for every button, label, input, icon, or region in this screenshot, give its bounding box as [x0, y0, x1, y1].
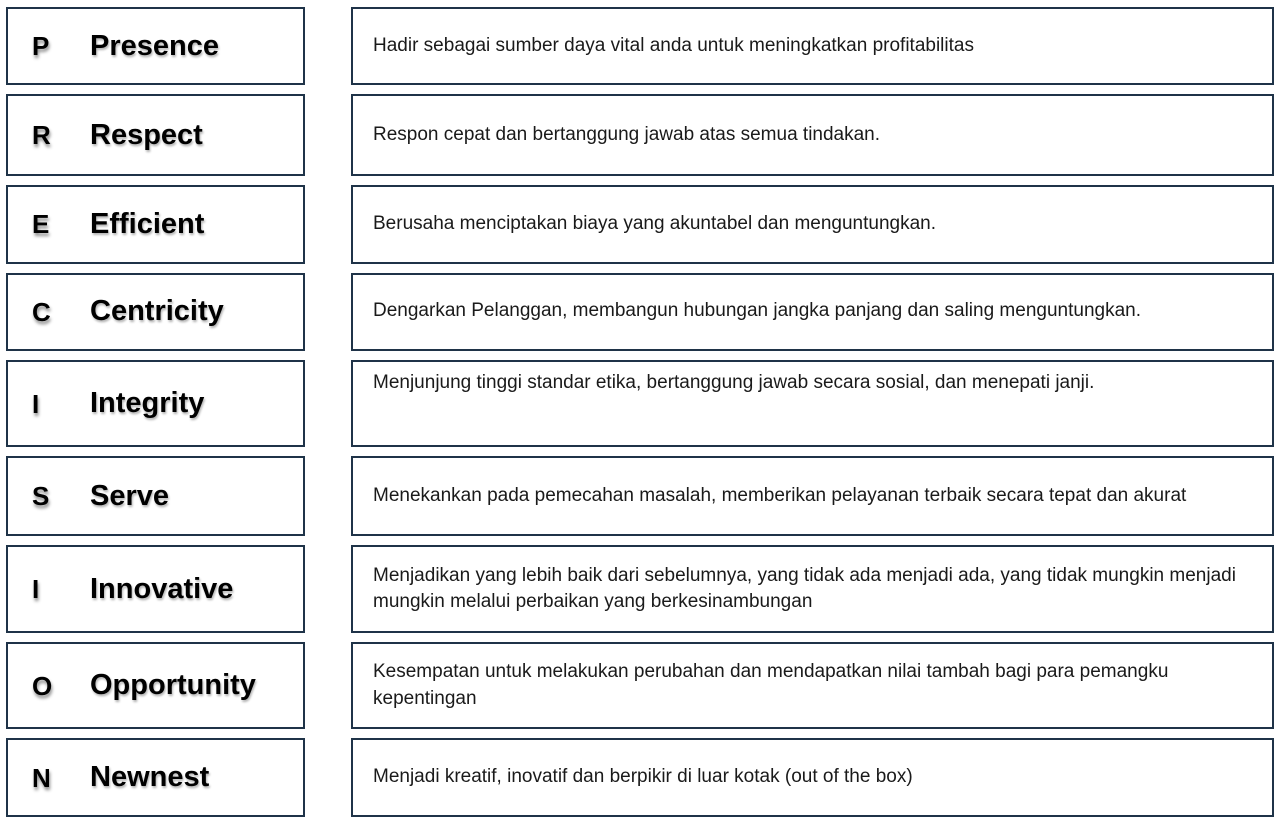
value-row	[6, 642, 1274, 729]
value-word: Innovative	[90, 573, 234, 606]
value-word: Opportunity	[90, 669, 256, 702]
value-label-box	[6, 360, 305, 448]
value-description-box	[351, 360, 1274, 448]
value-letter: C	[32, 296, 51, 327]
value-letter: P	[32, 30, 50, 61]
value-description-box	[351, 738, 1274, 817]
value-description: Menjunjung tinggi standar etika, bertanggung jawab secara sosial, dan menepati janji.	[373, 371, 1095, 393]
value-row	[6, 360, 1274, 448]
value-row	[6, 7, 1274, 85]
value-word: Integrity	[90, 387, 205, 420]
value-description-box	[351, 545, 1274, 633]
value-description-box	[351, 185, 1274, 264]
value-label-box	[6, 94, 305, 176]
value-letter: R	[32, 119, 51, 150]
value-description: Kesempatan untuk melakukan perubahan dan mendapatkan nilai tambah bagi para pemangku kepentingan	[373, 661, 1169, 709]
value-word: Presence	[90, 29, 219, 62]
value-label-box	[6, 642, 305, 729]
value-description: Menjadi kreatif, inovatif dan berpikir di luar kotak (out of the box)	[373, 766, 913, 788]
value-label-box	[6, 456, 305, 536]
value-description-box	[351, 94, 1274, 176]
value-label-box	[6, 7, 305, 85]
value-word: Respect	[90, 118, 203, 151]
value-row	[6, 456, 1274, 536]
value-letter: I	[32, 574, 40, 605]
value-description: Dengarkan Pelanggan, membangun hubungan jangka panjang dan saling menguntungkan.	[373, 300, 1141, 322]
value-letter: I	[32, 388, 40, 419]
value-row	[6, 545, 1274, 633]
value-description: Hadir sebagai sumber daya vital anda untuk meningkatkan profitabilitas	[373, 34, 974, 56]
value-word: Efficient	[90, 208, 205, 240]
value-word: Newnest	[90, 761, 210, 794]
value-label-box	[6, 738, 305, 817]
value-letter: S	[32, 481, 50, 512]
value-row	[6, 185, 1274, 264]
value-description: Respon cepat dan bertanggung jawab atas semua tindakan.	[373, 123, 881, 145]
value-letter: N	[32, 762, 51, 793]
value-description-box	[351, 273, 1274, 351]
value-description-box	[351, 456, 1274, 536]
value-label-box	[6, 273, 305, 351]
value-row	[6, 94, 1274, 176]
value-description-box	[351, 642, 1274, 729]
value-label-box	[6, 545, 305, 633]
value-label-box	[6, 185, 305, 264]
value-description: Berusaha menciptakan biaya yang akuntabel dan menguntungkan.	[373, 212, 937, 234]
value-description: Menekankan pada pemecahan masalah, memberikan pelayanan terbaik secara tepat dan akurat	[373, 485, 1187, 507]
value-word: Serve	[90, 480, 170, 513]
value-letter: E	[32, 209, 50, 240]
value-letter: O	[32, 670, 53, 701]
value-description-box	[351, 7, 1274, 85]
value-row	[6, 738, 1274, 817]
value-row	[6, 273, 1274, 351]
value-word: Centricity	[90, 295, 224, 328]
value-description: Menjadikan yang lebih baik dari sebelumnya, yang tidak ada menjadi ada, yang tidak mungkin menjadi mungkin melalui perbaikan yang berkesinambungan	[373, 564, 1236, 613]
